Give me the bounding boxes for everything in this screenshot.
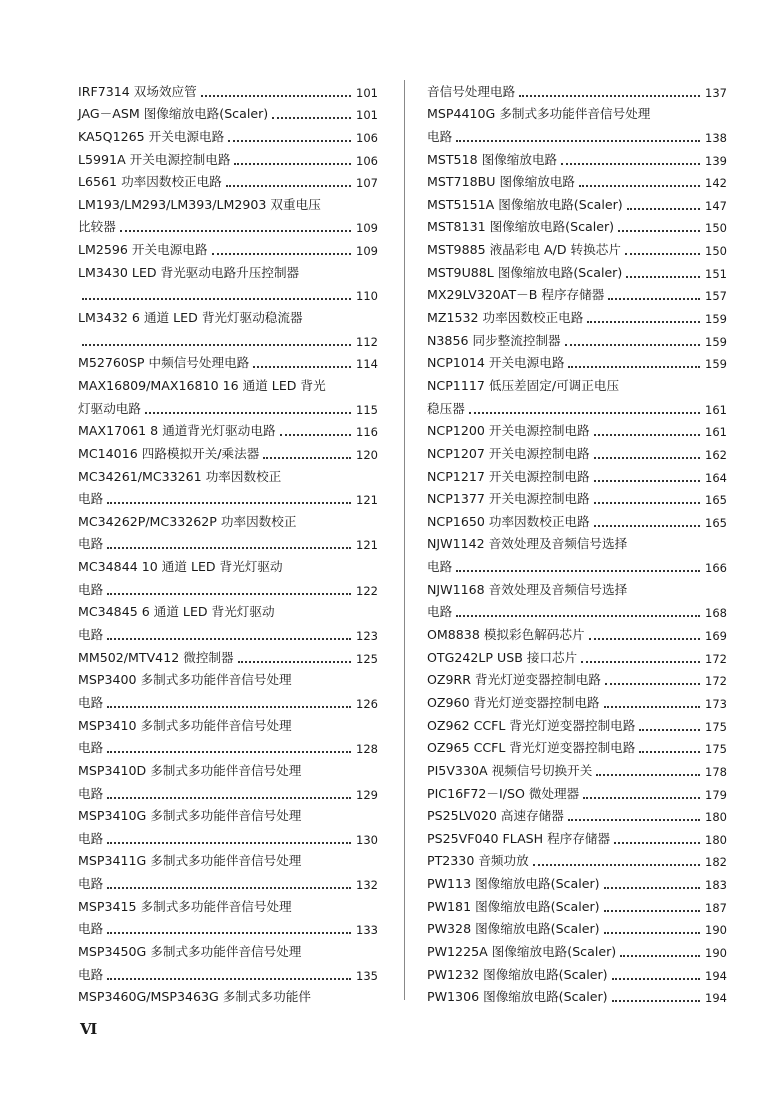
toc-entry-page-number: 101 [356, 85, 378, 100]
dot-leader [565, 344, 700, 346]
toc-entry-title: MST9885 液晶彩电 A/D 转换芯片 [427, 242, 621, 258]
dot-leader [107, 932, 351, 934]
toc-entry [78, 666, 378, 689]
toc-entry-title: PS25LV020 高速存储器 [427, 808, 564, 824]
dot-leader [238, 661, 351, 663]
toc-entry-page-number: 106 [356, 130, 378, 145]
dot-leader [145, 412, 351, 414]
toc-entry-page-number: 135 [356, 968, 378, 983]
dot-leader [107, 842, 351, 844]
toc-entry-title: 电路 [427, 559, 453, 575]
toc-entry [78, 213, 378, 236]
dot-leader [107, 547, 351, 549]
toc-entry [78, 620, 378, 643]
toc-entry-page-number: 172 [705, 651, 727, 666]
toc-entry-title: LM2596 开关电源电路 [78, 242, 208, 258]
toc-entry-page-number: 129 [356, 787, 378, 802]
toc-entry-page-number: 133 [356, 923, 378, 938]
toc-entry-title: MZ1532 功率因数校正电路 [427, 310, 584, 326]
dot-leader [107, 978, 351, 980]
toc-entry [427, 915, 727, 938]
dot-leader [604, 887, 700, 889]
toc-entry [78, 417, 378, 440]
toc-entry [78, 168, 378, 191]
toc-entry [427, 168, 727, 191]
toc-entry-page-number: 175 [705, 719, 727, 734]
toc-entry-title: 电路 [78, 876, 104, 892]
toc-entry [427, 100, 727, 123]
dot-leader [589, 638, 700, 640]
toc-entry-title: 比较器 [78, 219, 116, 235]
dot-leader [280, 434, 351, 436]
toc-entry-page-number: 172 [705, 674, 727, 689]
toc-entry [78, 575, 378, 598]
dot-leader [272, 117, 351, 119]
dot-leader [608, 298, 700, 300]
toc-entry [78, 756, 378, 779]
toc-entry-page-number: 116 [356, 425, 378, 440]
toc-entry-page-number: 165 [705, 493, 727, 508]
toc-entry-title: OZ960 背光灯逆变器控制电路 [427, 694, 600, 710]
toc-entry [427, 960, 727, 983]
toc-entry-page-number: 180 [705, 832, 727, 847]
toc-entry [78, 802, 378, 825]
toc-entry-title: PIC16F72－I/SO 微处理器 [427, 785, 580, 801]
toc-entry-title: 稳压器 [427, 400, 465, 416]
toc-entry-page-number: 175 [705, 742, 727, 757]
toc-entry-page-number: 137 [705, 85, 727, 100]
dot-leader [639, 751, 700, 753]
toc-entry [427, 190, 727, 213]
toc-entry [427, 756, 727, 779]
toc-entry [427, 802, 727, 825]
toc-entry-title: NCP1014 开关电源电路 [427, 355, 565, 371]
toc-entry [427, 507, 727, 530]
toc-entry-title: 电路 [78, 581, 104, 597]
toc-entry-title: 电路 [78, 491, 104, 507]
toc-entry-page-number: 139 [705, 153, 727, 168]
toc-entry-title: MX29LV320AT－B 程序存储器 [427, 287, 605, 303]
toc-entry [427, 394, 727, 417]
toc-entry-title: 音信号处理电路 [427, 83, 516, 99]
dot-leader [533, 864, 700, 866]
toc-entry [427, 303, 727, 326]
toc-entry-title: MSP3460G/MSP3463G 多制式多功能伴 [78, 989, 311, 1005]
dot-leader [561, 163, 700, 165]
dot-leader [612, 1000, 700, 1002]
toc-entry [78, 847, 378, 870]
dot-leader [120, 230, 351, 232]
toc-entry [427, 485, 727, 508]
toc-entry [78, 507, 378, 530]
toc-entry-title: MAX17061 8 通道背光灯驱动电路 [78, 423, 276, 439]
toc-entry-page-number: 159 [705, 334, 727, 349]
dot-leader [626, 276, 700, 278]
dot-leader [604, 706, 700, 708]
dot-leader [594, 525, 700, 527]
toc-entry-page-number: 128 [356, 742, 378, 757]
toc-entry [427, 666, 727, 689]
toc-entry-page-number: 164 [705, 470, 727, 485]
toc-entry-title: MC34262P/MC33262P 功率因数校正 [78, 513, 297, 529]
toc-entry-page-number: 138 [705, 130, 727, 145]
toc-entry [427, 643, 727, 666]
toc-entry [78, 960, 378, 983]
toc-entry-page-number: 132 [356, 878, 378, 893]
dot-leader [568, 819, 700, 821]
toc-entry-title: PW1306 图像缩放电路(Scaler) [427, 989, 608, 1005]
toc-entry [78, 371, 378, 394]
toc-entry-page-number: 161 [705, 425, 727, 440]
toc-entry-title: NJW1168 音效处理及音频信号选择 [427, 581, 628, 597]
toc-entry [78, 869, 378, 892]
toc-entry-page-number: 161 [705, 402, 727, 417]
toc-entry-title: LM193/LM293/LM393/LM2903 双重电压 [78, 196, 321, 212]
toc-entry-page-number: 142 [705, 176, 727, 191]
toc-entry-page-number: 126 [356, 696, 378, 711]
toc-entry-title: L6561 功率因数校正电路 [78, 174, 222, 190]
dot-leader [605, 683, 700, 685]
toc-entry-page-number: 169 [705, 629, 727, 644]
toc-entry [427, 688, 727, 711]
toc-entry [78, 983, 378, 1006]
toc-entry-page-number: 109 [356, 221, 378, 236]
toc-entry [427, 258, 727, 281]
toc-entry [78, 100, 378, 123]
toc-entry-page-number: 121 [356, 538, 378, 553]
toc-entry-title: NCP1377 开关电源控制电路 [427, 491, 590, 507]
toc-entry [427, 869, 727, 892]
toc-entry [427, 575, 727, 598]
toc-entry-page-number: 114 [356, 357, 378, 372]
toc-entry [427, 983, 727, 1006]
toc-entry [427, 213, 727, 236]
toc-entry [78, 258, 378, 281]
toc-entry-page-number: 115 [356, 402, 378, 417]
toc-entry [78, 281, 378, 304]
toc-entry-title: NJW1142 音效处理及音频信号选择 [427, 536, 628, 552]
toc-entry-title: MSP3400 多制式多功能伴音信号处理 [78, 672, 292, 688]
toc-entry [427, 77, 727, 100]
toc-entry [78, 937, 378, 960]
toc-entry [78, 824, 378, 847]
toc-entry-title: MST718BU 图像缩放电路 [427, 174, 576, 190]
toc-entry-page-number: 190 [705, 945, 727, 960]
toc-entry-title: LM3432 6 通道 LED 背光灯驱动稳流器 [78, 310, 303, 326]
toc-entry-title: MSP3410G 多制式多功能伴音信号处理 [78, 808, 302, 824]
toc-entry-title: MC34261/MC33261 功率因数校正 [78, 468, 282, 484]
toc-entry-page-number: 101 [356, 108, 378, 123]
toc-entry-page-number: 173 [705, 696, 727, 711]
toc-entry-title: 电路 [78, 830, 104, 846]
toc-entry [78, 462, 378, 485]
toc-entry [427, 779, 727, 802]
dot-leader [583, 797, 700, 799]
toc-entry-title: NCP1217 开关电源控制电路 [427, 468, 590, 484]
toc-entry-title: OZ962 CCFL 背光灯逆变器控制电路 [427, 717, 636, 733]
toc-entry [427, 711, 727, 734]
toc-entry [78, 892, 378, 915]
toc-entry-page-number: 159 [705, 312, 727, 327]
dot-leader [625, 253, 700, 255]
toc-entry-title: 电路 [78, 966, 104, 982]
toc-entry-page-number: 109 [356, 244, 378, 259]
toc-entry-page-number: 150 [705, 221, 727, 236]
toc-entry [427, 598, 727, 621]
toc-entry [78, 394, 378, 417]
toc-entry-title: 电路 [78, 536, 104, 552]
toc-entry-title: N3856 同步整流控制器 [427, 332, 561, 348]
toc-entry [78, 643, 378, 666]
toc-entry [427, 326, 727, 349]
dot-leader [594, 434, 700, 436]
toc-entry-title: MSP3410 多制式多功能伴音信号处理 [78, 717, 292, 733]
toc-entry-title: PW1225A 图像缩放电路(Scaler) [427, 943, 617, 959]
toc-entry [78, 145, 378, 168]
toc-entry-page-number: 190 [705, 923, 727, 938]
toc-entry [427, 371, 727, 394]
toc-entry-title: M52760SP 中频信号处理电路 [78, 355, 250, 371]
dot-leader [201, 95, 351, 97]
toc-entry-page-number: 162 [705, 447, 727, 462]
toc-entry-title: OZ965 CCFL 背光灯逆变器控制电路 [427, 740, 636, 756]
toc-entry-title: OM8838 模拟彩色解码芯片 [427, 627, 585, 643]
toc-entry [427, 530, 727, 553]
toc-entry-title: KA5Q1265 开关电源电路 [78, 128, 225, 144]
toc-entry [427, 734, 727, 757]
toc-entry-title: 电路 [427, 604, 453, 620]
toc-left-column [78, 77, 378, 1005]
toc-entry [78, 122, 378, 145]
toc-entry-page-number: 187 [705, 900, 727, 915]
toc-entry [78, 303, 378, 326]
toc-entry [78, 77, 378, 100]
toc-entry-title: MSP3411G 多制式多功能伴音信号处理 [78, 853, 302, 869]
toc-entry-page-number: 110 [356, 289, 378, 304]
toc-entry [78, 711, 378, 734]
dot-leader [581, 661, 700, 663]
dot-leader [228, 140, 351, 142]
toc-entry-title: MSP3450G 多制式多功能伴音信号处理 [78, 943, 302, 959]
toc-entry [78, 530, 378, 553]
toc-entry-title: L5991A 开关电源控制电路 [78, 151, 231, 167]
toc-entry-page-number: 107 [356, 176, 378, 191]
toc-entry-title: PW1232 图像缩放电路(Scaler) [427, 966, 608, 982]
toc-entry-title: PW328 图像缩放电路(Scaler) [427, 921, 600, 937]
toc-entry-page-number: 194 [705, 968, 727, 983]
dot-leader [107, 502, 351, 504]
toc-entry-title: 电路 [78, 921, 104, 937]
toc-entry-page-number: 112 [356, 334, 378, 349]
toc-entry-title: NCP1207 开关电源控制电路 [427, 445, 590, 461]
toc-entry-page-number: 122 [356, 583, 378, 598]
toc-entry [78, 235, 378, 258]
toc-entry-title: 电路 [78, 694, 104, 710]
dot-leader [253, 366, 351, 368]
toc-entry [427, 349, 727, 372]
page-folio: Ⅵ [80, 1020, 98, 1038]
toc-entry-title: LM3430 LED 背光驱动电路升压控制器 [78, 264, 300, 280]
toc-entry-page-number: 121 [356, 493, 378, 508]
dot-leader [456, 140, 700, 142]
toc-entry-page-number: 106 [356, 153, 378, 168]
toc-entry [78, 485, 378, 508]
toc-entry-page-number: 150 [705, 244, 727, 259]
toc-entry [78, 349, 378, 372]
dot-leader [107, 638, 351, 640]
toc-entry [78, 734, 378, 757]
dot-leader [620, 955, 700, 957]
dot-leader [519, 95, 700, 97]
toc-entry-title: MC34844 10 通道 LED 背光灯驱动 [78, 559, 283, 575]
toc-entry [78, 688, 378, 711]
dot-leader [587, 321, 700, 323]
toc-entry-title: PS25VF040 FLASH 程序存储器 [427, 830, 611, 846]
toc-entry-title: MST5151A 图像缩放电路(Scaler) [427, 196, 623, 212]
toc-entry-title: PW181 图像缩放电路(Scaler) [427, 898, 600, 914]
dot-leader [614, 842, 700, 844]
dot-leader [263, 457, 351, 459]
toc-entry-title: JAG－ASM 图像缩放电路(Scaler) [78, 106, 269, 122]
toc-entry-title: 电路 [78, 627, 104, 643]
toc-entry-title: 电路 [427, 128, 453, 144]
toc-entry-page-number: 194 [705, 991, 727, 1006]
dot-leader [107, 797, 351, 799]
toc-entry [427, 439, 727, 462]
toc-entry [427, 824, 727, 847]
toc-entry-page-number: 147 [705, 198, 727, 213]
toc-entry-title: 电路 [78, 785, 104, 801]
toc-entry-title: OZ9RR 背光灯逆变器控制电路 [427, 672, 601, 688]
toc-entry-title: MST9U88L 图像缩放电路(Scaler) [427, 264, 623, 280]
toc-entry [427, 847, 727, 870]
toc-entry-title: NCP1117 低压差固定/可调正电压 [427, 377, 620, 393]
toc-entry-title: MSP4410G 多制式多功能伴音信号处理 [427, 106, 651, 122]
toc-entry-page-number: 179 [705, 787, 727, 802]
toc-entry-title: MST518 图像缩放电路 [427, 151, 558, 167]
toc-entry [427, 552, 727, 575]
toc-entry-page-number: 125 [356, 651, 378, 666]
toc-entry-page-number: 183 [705, 878, 727, 893]
toc-entry-title: PI5V330A 视频信号切换开关 [427, 762, 593, 778]
dot-leader [604, 932, 700, 934]
toc-entry-title: MSP3415 多制式多功能伴音信号处理 [78, 898, 292, 914]
toc-entry [427, 937, 727, 960]
toc-entry-title: PT2330 音频功放 [427, 853, 529, 869]
toc-entry-page-number: 157 [705, 289, 727, 304]
toc-entry-title: MAX16809/MAX16810 16 通道 LED 背光 [78, 377, 326, 393]
dot-leader [568, 366, 700, 368]
toc-entry [427, 892, 727, 915]
dot-leader [612, 978, 700, 980]
toc-entry-page-number: 159 [705, 357, 727, 372]
dot-leader [469, 412, 700, 414]
toc-entry-title: MM502/MTV412 微控制器 [78, 649, 234, 665]
toc-entry-title: MST8131 图像缩放电路(Scaler) [427, 219, 615, 235]
toc-entry-title: MSP3410D 多制式多功能伴音信号处理 [78, 762, 302, 778]
toc-entry-page-number: 182 [705, 855, 727, 870]
dot-leader [82, 344, 351, 346]
toc-entry-title: OTG242LP USB 接口芯片 [427, 649, 578, 665]
toc-entry-page-number: 130 [356, 832, 378, 847]
toc-entry-title: 灯驱动电路 [78, 400, 141, 416]
toc-entry-title: NCP1200 开关电源控制电路 [427, 423, 590, 439]
dot-leader [604, 910, 700, 912]
dot-leader [456, 570, 700, 572]
toc-entry [427, 462, 727, 485]
dot-leader [107, 887, 351, 889]
toc-entry [427, 417, 727, 440]
dot-leader [212, 253, 352, 255]
toc-entry-page-number: 165 [705, 515, 727, 530]
dot-leader [456, 615, 700, 617]
dot-leader [618, 230, 700, 232]
toc-entry-page-number: 168 [705, 606, 727, 621]
dot-leader [107, 593, 351, 595]
toc-entry [427, 281, 727, 304]
dot-leader [594, 457, 700, 459]
toc-entry [427, 235, 727, 258]
dot-leader [234, 163, 351, 165]
toc-entry-title: NCP1650 功率因数校正电路 [427, 513, 590, 529]
toc-entry [78, 439, 378, 462]
column-divider [404, 80, 405, 1000]
toc-entry [427, 122, 727, 145]
toc-entry-page-number: 151 [705, 266, 727, 281]
dot-leader [579, 185, 700, 187]
toc-entry-title: MC34845 6 通道 LED 背光灯驱动 [78, 604, 275, 620]
toc-entry-page-number: 166 [705, 561, 727, 576]
toc-entry-page-number: 178 [705, 764, 727, 779]
toc-entry [78, 779, 378, 802]
toc-entry [427, 145, 727, 168]
dot-leader [107, 706, 351, 708]
dot-leader [639, 729, 700, 731]
toc-entry [78, 326, 378, 349]
toc-entry-page-number: 120 [356, 447, 378, 462]
dot-leader [82, 298, 351, 300]
toc-right-column [427, 77, 727, 1005]
toc-entry [78, 552, 378, 575]
toc-entry [427, 620, 727, 643]
toc-entry-title: 电路 [78, 740, 104, 756]
toc-entry-page-number: 123 [356, 629, 378, 644]
toc-entry-page-number: 180 [705, 810, 727, 825]
toc-entry-title: IRF7314 双场效应管 [78, 83, 197, 99]
dot-leader [594, 502, 700, 504]
toc-entry-title: MC14016 四路模拟开关/乘法器 [78, 445, 260, 461]
dot-leader [226, 185, 351, 187]
dot-leader [596, 774, 700, 776]
toc-entry-title: PW113 图像缩放电路(Scaler) [427, 876, 600, 892]
toc-entry [78, 915, 378, 938]
dot-leader [627, 208, 700, 210]
toc-entry [78, 598, 378, 621]
dot-leader [594, 480, 700, 482]
dot-leader [107, 751, 351, 753]
toc-entry [78, 190, 378, 213]
